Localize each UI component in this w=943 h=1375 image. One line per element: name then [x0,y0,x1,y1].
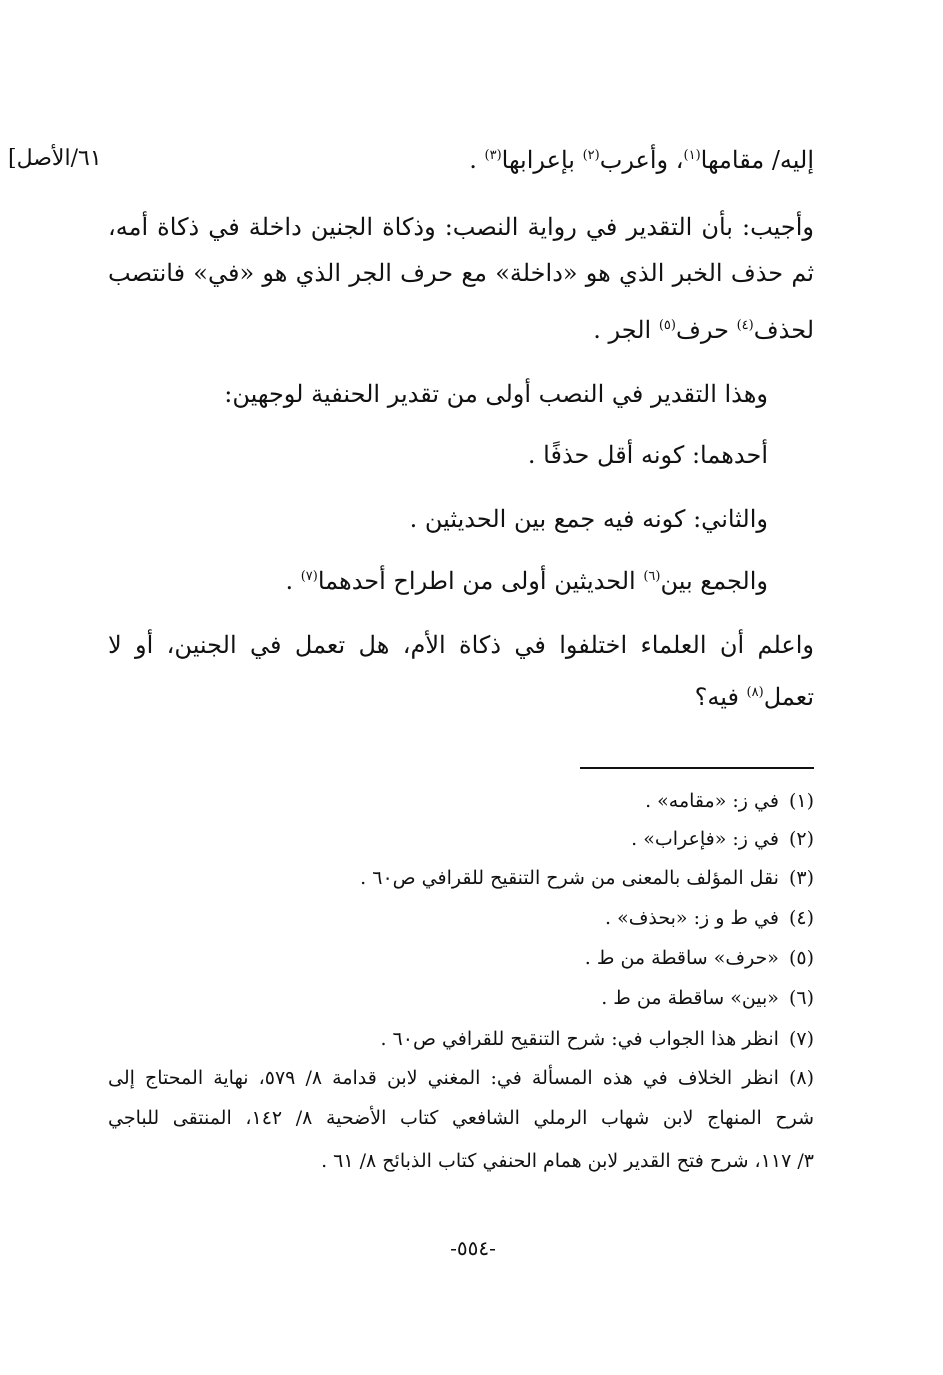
footnote-ref-2[interactable]: (٢) [582,148,600,163]
footnote-text: «حرف» ساقطة من ط . [584,947,779,969]
footnote-text: في ز: «فإعراب» . [631,828,779,850]
footnote-8-continuation-2: ٣/ ١١٧، شرح فتح القدير لابن همام الحنفي كتاب الذبائح ٨/ ٦١ . [321,1150,814,1172]
text-segment: فيه؟ [694,683,747,711]
text-line-8 [285,567,768,595]
footnote-8-continuation-1: شرح المنهاج لابن شهاب الرملي الشافعي كتاب الأضحية ٨/ ١٤٢، المنتقى للباجي [108,1107,814,1129]
text-line-3: ثم حذف الخبر الذي هو «داخلة» مع حرف الجر الذي هو «في» فانتصب [108,259,814,287]
footnote-1 [645,790,814,812]
footnote-ref-4[interactable]: (٤) [736,318,754,333]
footnote-ref-5[interactable]: (٥) [658,318,676,333]
footnote-number: (٤) [788,907,814,929]
footnote-number: (٥) [788,947,814,969]
footnote-ref-8[interactable]: (٨) [746,685,764,700]
footnote-2 [631,828,814,850]
text-segment: بإعرابها [501,146,583,174]
text-line-7: والثاني: كونه فيه جمع بين الحديثين . [409,505,768,533]
text-segment: . [285,567,301,595]
footnote-text: في ط و ز: «بحذف» . [604,907,779,929]
footnote-ref-1[interactable]: (١) [683,148,701,163]
text-line-10 [695,683,814,711]
footnote-number: (٧) [788,1028,814,1050]
footnote-ref-3[interactable]: (٣) [484,148,502,163]
text-segment: إليه/ مقامها [700,146,814,174]
footnote-6 [601,987,814,1009]
footnote-4 [605,907,814,929]
text-line-4 [593,316,814,344]
footnote-8 [108,1067,814,1089]
text-line-9: واعلم أن العلماء اختلفوا في ذكاة الأم، هل تعمل في الجنين، أو لا [108,631,814,659]
footnote-text: نقل المؤلف بالمعنى من شرح التنقيح للقرافي ص٦٠ . [360,867,779,889]
text-segment: والجمع بين [660,567,768,595]
footnote-5 [585,947,814,969]
text-line-5: وهذا التقدير في النصب أولى من تقدير الحنفية لوجهين: [224,380,768,408]
text-segment: الحديثين أولى من اطراح أحدهما [317,567,644,595]
footnote-number: (١) [788,790,814,812]
footnote-text: في ز: «مقامه» . [645,790,779,812]
text-segment: . [469,146,485,174]
footnote-text: انظر الخلاف في هذه المسألة في: المغني لابن قدامة ٨/ ٥٧٩، نهاية المحتاج إلى [108,1067,779,1089]
text-segment: لحذف [753,316,814,344]
footnote-number: (٣) [788,867,814,889]
page-number: -٥٥٤- [450,1236,496,1260]
footnote-text: انظر هذا الجواب في: شرح التنقيح للقرافي ص٦٠ . [380,1028,779,1050]
footnote-number: (٨) [788,1067,814,1089]
footnote-separator [580,767,814,769]
manuscript-folio-marker: ٦١/الأصل] [8,146,102,171]
footnote-text: «بين» ساقطة من ط . [601,987,779,1009]
text-segment: حرف [675,316,737,344]
text-line-1 [469,146,814,174]
footnote-ref-6[interactable]: (٦) [643,569,661,584]
text-line-6: أحدهما: كونه أقل حذفًا . [527,441,768,469]
text-segment: ، وأعرب [599,146,684,174]
footnote-ref-7[interactable]: (٧) [300,569,318,584]
text-segment: تعمل [763,683,814,711]
text-segment: الجر . [593,316,659,344]
footnote-7 [380,1028,814,1050]
text-line-2: وأجيب: بأن التقدير في رواية النصب: وذكاة الجنين داخلة في ذكاة أمه، [108,213,814,241]
footnote-3 [360,867,814,889]
footnote-number: (٢) [788,828,814,850]
footnote-number: (٦) [788,987,814,1009]
